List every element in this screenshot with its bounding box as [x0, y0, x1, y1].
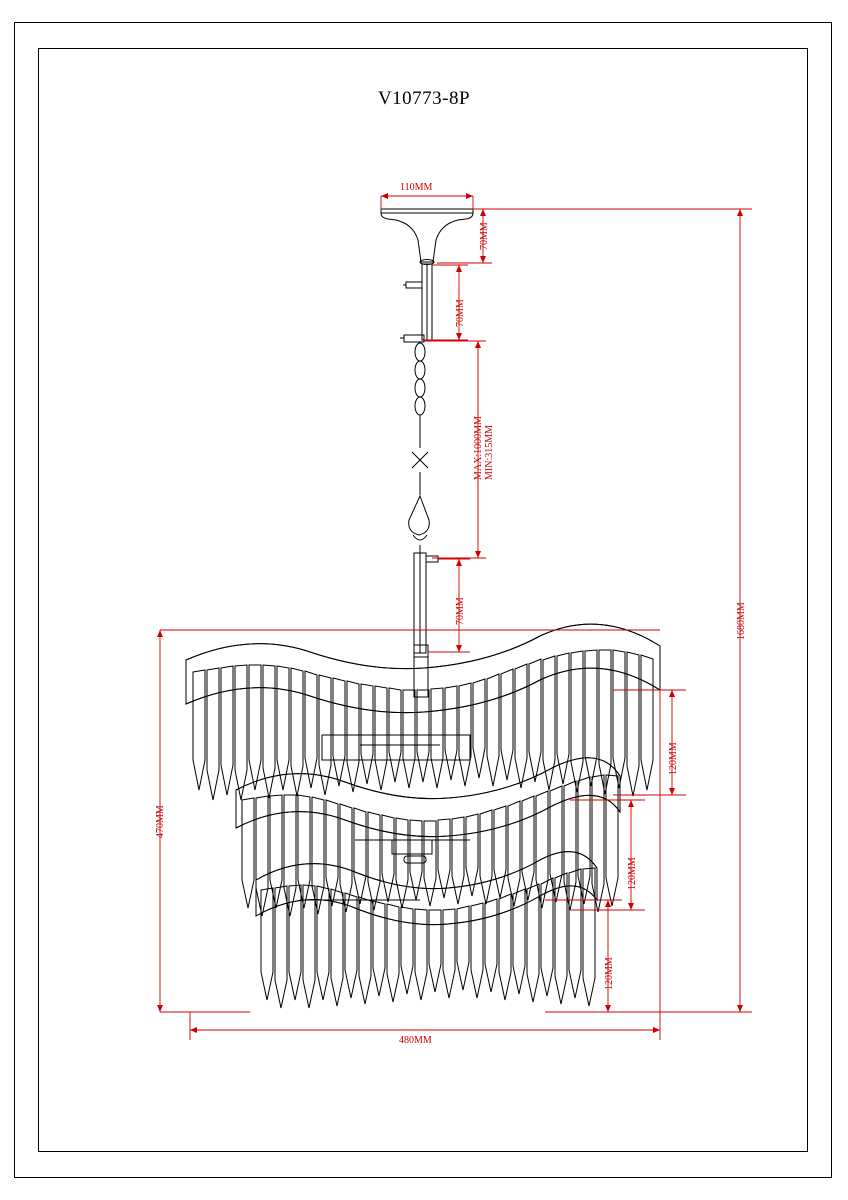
dim-total-height [473, 209, 752, 1012]
upper-rod [400, 264, 432, 342]
dim-label-canopy-height: 70MM [479, 222, 490, 250]
page-title: V10773-8P [377, 88, 471, 109]
dim-label-tier-1: 120MM [668, 742, 679, 775]
fixture-outline [186, 209, 660, 1008]
dim-label-tier-3: 120MM [604, 957, 615, 990]
dim-label-body-width: 480MM [399, 1035, 432, 1046]
tier-1-crystals [193, 650, 653, 800]
dim-canopy-width [381, 193, 473, 210]
dim-label-body-height: 470MM [155, 805, 166, 838]
center-stem [414, 657, 428, 697]
dim-label-total-height: 1680MM [736, 602, 747, 640]
tier-2-crystals [242, 775, 618, 916]
tier-3 [256, 852, 597, 1008]
hook [409, 496, 430, 553]
dim-label-upper-rod: 70MM [455, 299, 466, 327]
chain [412, 343, 428, 495]
canopy [381, 209, 473, 265]
lower-rod [414, 553, 443, 657]
dim-label-tier-2: 120MM [627, 857, 638, 890]
tier-1 [186, 624, 660, 800]
dim-label-canopy-width: 110MM [400, 182, 433, 193]
dim-label-chain-max: MAX:1000MM [473, 416, 484, 480]
dim-label-chain-min: MIN:315MM [484, 424, 495, 480]
dim-label-lower-rod: 70MM [455, 597, 466, 625]
